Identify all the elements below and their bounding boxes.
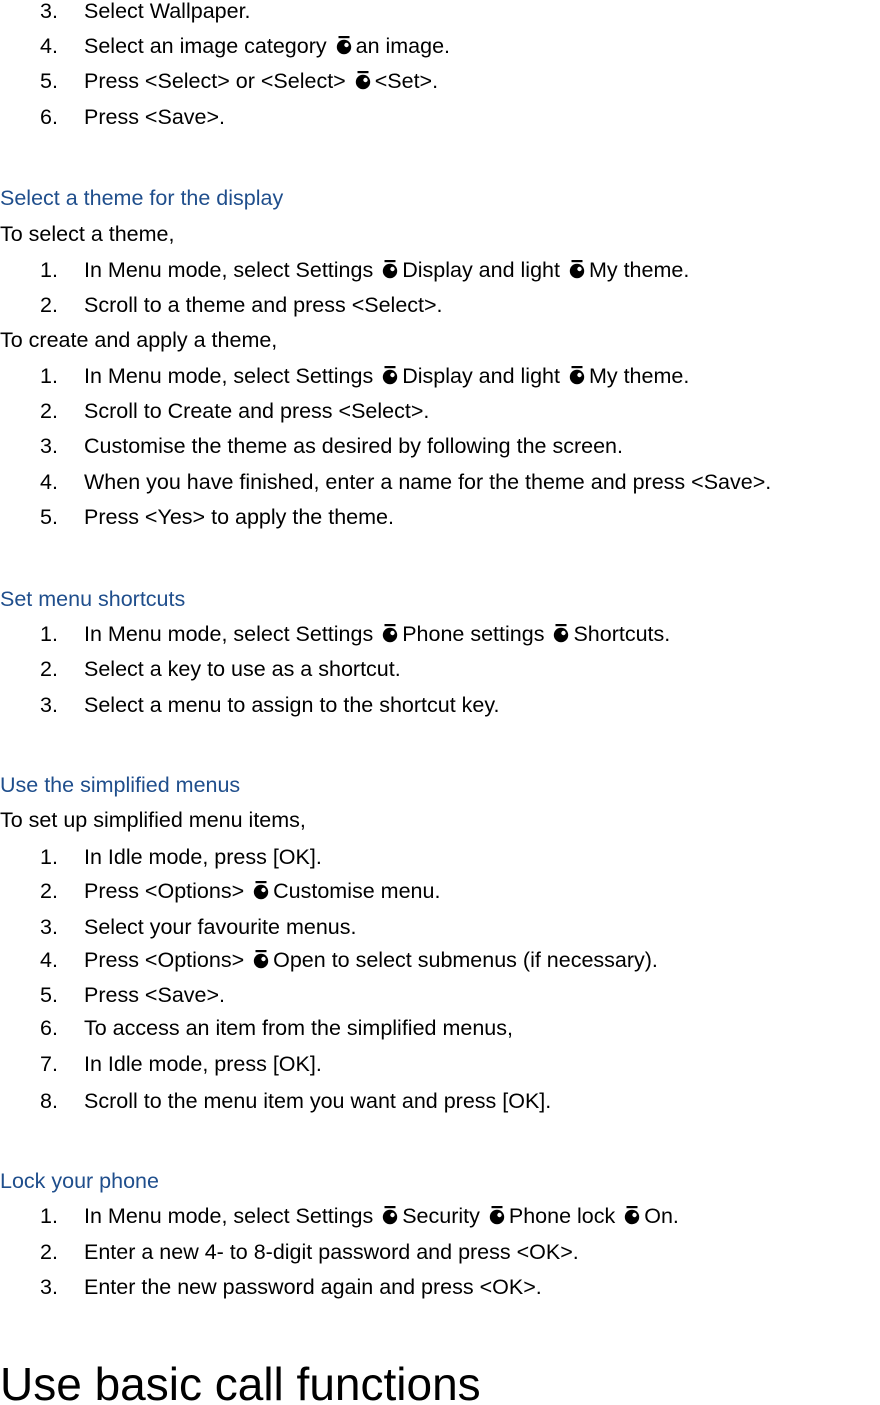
list-number: 6.: [40, 1016, 58, 1040]
list-text-part: Customise the theme as desired by following the screen.: [84, 434, 623, 458]
list-number: 3.: [40, 434, 58, 458]
list-text-part: When you have finished, enter a name for the theme and press <Save>.: [84, 470, 772, 494]
list-text-part: Press <Save>.: [84, 105, 226, 129]
list-number: 2.: [40, 1240, 58, 1264]
list-text: [84, 1087, 551, 1115]
list-number: 6.: [40, 105, 58, 129]
list-number: 3.: [40, 1275, 58, 1299]
list-text-part: Enter the new password again and press <OK>.: [84, 1275, 542, 1299]
menu-arrow-icon: [624, 1205, 640, 1225]
list-text-part: Select a key to use as a shortcut.: [84, 657, 401, 681]
list-text-part: Select a menu to assign to the shortcut key.: [84, 693, 500, 717]
list-text-part: In Menu mode, select Settings: [84, 622, 374, 646]
list-number: 5.: [40, 983, 58, 1007]
list-text: [84, 291, 443, 319]
list-text: [84, 468, 771, 496]
list-text-part: To access an item from the simplified menus,: [84, 1016, 513, 1040]
list-number: 1.: [40, 1204, 58, 1228]
list-text: [84, 256, 689, 284]
list-number: 3.: [40, 0, 58, 23]
list-number: 7.: [40, 1052, 58, 1076]
list-text: [84, 843, 322, 871]
page-heading-basic-call-functions: Use basic call functions: [0, 1358, 481, 1405]
simplified-intro: To set up simplified menu items,: [0, 808, 306, 832]
list-text: [84, 655, 401, 683]
list-text-part: Phone lock: [508, 1204, 616, 1228]
list-number: 2.: [40, 293, 58, 317]
list-text-part: Scroll to Create and press <Select>.: [84, 399, 430, 423]
menu-arrow-icon: [569, 259, 585, 279]
list-text-part: Press <Save>.: [84, 983, 226, 1007]
list-text: [84, 1014, 513, 1042]
list-text: [84, 503, 394, 531]
list-text-part: Shortcuts.: [573, 622, 671, 646]
list-text: [84, 432, 623, 460]
list-number: 4.: [40, 470, 58, 494]
list-text-part: Display and light: [402, 258, 560, 282]
list-text-part: My theme.: [588, 258, 690, 282]
list-number: 2.: [40, 399, 58, 423]
list-number: 5.: [40, 69, 58, 93]
menu-arrow-icon: [553, 623, 569, 643]
list-text: [84, 1238, 579, 1266]
list-text: [84, 620, 670, 648]
list-number: 1.: [40, 845, 58, 869]
list-text-part: Press <Yes> to apply the theme.: [84, 505, 394, 529]
list-number: 1.: [40, 622, 58, 646]
list-text: [84, 981, 225, 1009]
menu-arrow-icon: [569, 365, 585, 385]
list-text: [84, 691, 500, 719]
list-text-part: Press <Options>: [84, 948, 245, 972]
menu-arrow-icon: [382, 259, 398, 279]
menu-arrow-icon: [253, 949, 269, 969]
list-text-part: In Menu mode, select Settings: [84, 1204, 374, 1228]
list-text-part: Open to select submenus (if necessary).: [273, 948, 658, 972]
list-text-part: Customise menu.: [273, 879, 441, 903]
list-text-part: Display and light: [402, 364, 560, 388]
theme-intro-select: To select a theme,: [0, 222, 175, 246]
list-text: [84, 103, 225, 131]
list-number: 2.: [40, 879, 58, 903]
list-number: 4.: [40, 34, 58, 58]
menu-arrow-icon: [382, 623, 398, 643]
list-text-part: On.: [644, 1204, 679, 1228]
list-number: 4.: [40, 948, 58, 972]
list-text-part: Security: [402, 1204, 480, 1228]
list-text: [84, 877, 440, 905]
menu-arrow-icon: [489, 1205, 505, 1225]
menu-arrow-icon: [355, 70, 371, 90]
list-text-part: Press <Select> or <Select>: [84, 69, 346, 93]
list-number: 5.: [40, 505, 58, 529]
list-text-part: In Idle mode, press [OK].: [84, 845, 322, 869]
list-text: [84, 1273, 542, 1301]
menu-arrow-icon: [253, 880, 269, 900]
menu-arrow-icon: [336, 35, 352, 55]
list-text-part: Press <Options>: [84, 879, 245, 903]
list-text-part: Scroll to the menu item you want and press [OK].: [84, 1089, 552, 1113]
menu-arrow-icon: [382, 365, 398, 385]
list-number: 1.: [40, 364, 58, 388]
list-text: [84, 913, 356, 941]
list-text-part: In Menu mode, select Settings: [84, 258, 374, 282]
list-number: 8.: [40, 1089, 58, 1113]
list-text-part: Select Wallpaper.: [84, 0, 251, 23]
list-text: [84, 362, 689, 390]
list-number: 3.: [40, 915, 58, 939]
list-text: [84, 32, 450, 60]
list-text-part: In Idle mode, press [OK].: [84, 1052, 322, 1076]
list-text-part: Phone settings: [402, 622, 545, 646]
section-heading-theme: Select a theme for the display: [0, 186, 284, 210]
list-text-part: Enter a new 4- to 8-digit password and press <OK>.: [84, 1240, 579, 1264]
theme-intro-create: To create and apply a theme,: [0, 328, 278, 352]
list-text-part: <Set>.: [374, 69, 439, 93]
list-text-part: Select an image category: [84, 34, 327, 58]
menu-arrow-icon: [382, 1205, 398, 1225]
list-text: [84, 946, 658, 974]
list-text: [84, 1050, 322, 1078]
list-number: 3.: [40, 693, 58, 717]
list-number: 1.: [40, 258, 58, 282]
list-text-part: In Menu mode, select Settings: [84, 364, 374, 388]
section-heading-simplified: Use the simplified menus: [0, 773, 241, 797]
list-text-part: an image.: [355, 34, 451, 58]
section-heading-shortcuts: Set menu shortcuts: [0, 587, 186, 611]
list-text: [84, 1202, 679, 1230]
list-number: 2.: [40, 657, 58, 681]
list-text-part: Scroll to a theme and press <Select>.: [84, 293, 443, 317]
section-heading-lock: Lock your phone: [0, 1169, 159, 1193]
list-text: [84, 67, 438, 95]
list-text-part: My theme.: [588, 364, 690, 388]
list-text: [84, 0, 251, 25]
list-text: [84, 397, 429, 425]
list-text-part: Select your favourite menus.: [84, 915, 357, 939]
